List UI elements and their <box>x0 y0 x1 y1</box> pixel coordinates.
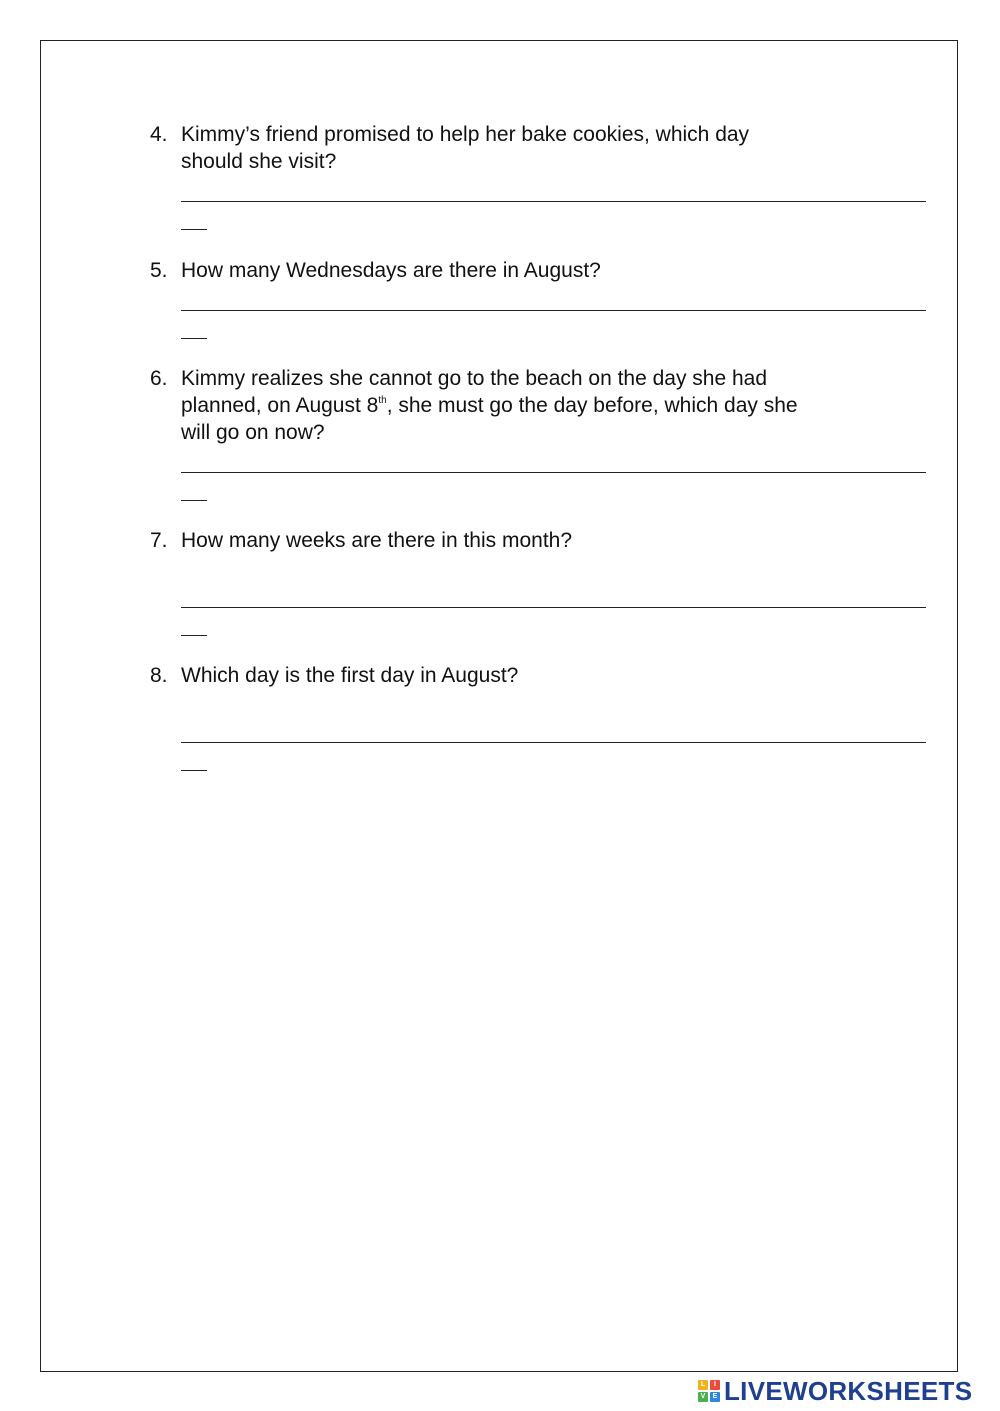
answer-line-7[interactable] <box>181 607 926 608</box>
question-text <box>181 257 901 284</box>
question-8 <box>150 662 930 689</box>
question-text <box>181 662 901 689</box>
question-line-part: planned, on August 8 <box>181 394 379 417</box>
question-line <box>181 392 901 419</box>
question-line: How many weeks are there in this month? <box>181 529 573 552</box>
question-line: Kimmy’s friend promised to help her bake cookies, which day <box>181 123 750 146</box>
question-line: Kimmy realizes she cannot go to the beach on the day she had <box>181 367 768 390</box>
answer-line-6-tail <box>181 500 207 501</box>
logo-block: V <box>698 1392 708 1402</box>
question-line: How many Wednesdays are there in August? <box>181 259 601 282</box>
question-5 <box>150 257 930 284</box>
answer-line-5-tail <box>181 338 207 339</box>
answer-line-8-tail <box>181 770 207 771</box>
question-line: Which day is the first day in August? <box>181 664 519 687</box>
question-6 <box>150 365 930 446</box>
answer-line-4-tail <box>181 229 207 230</box>
question-line: will go on now? <box>181 421 325 444</box>
question-4 <box>150 121 930 175</box>
answer-line-8[interactable] <box>181 742 926 743</box>
answer-line-6[interactable] <box>181 472 926 473</box>
question-number: 6. <box>150 367 168 390</box>
logo-block: I <box>710 1380 720 1390</box>
question-text <box>181 365 901 446</box>
question-text <box>181 121 901 175</box>
question-number: 4. <box>150 123 168 146</box>
logo-text: LIVEWORKSHEETS <box>724 1375 973 1406</box>
answer-line-7-tail <box>181 635 207 636</box>
question-line-part: , she must go the day before, which day she <box>386 394 798 417</box>
question-number: 5. <box>150 259 168 282</box>
question-text <box>181 527 901 554</box>
answer-line-4[interactable] <box>181 201 926 202</box>
liveworksheets-logo[interactable] <box>698 1376 972 1406</box>
logo-block: L <box>698 1380 708 1390</box>
question-number: 7. <box>150 529 168 552</box>
logo-block: E <box>710 1392 720 1402</box>
question-line: should she visit? <box>181 150 337 173</box>
worksheet-page <box>40 40 958 1372</box>
logo-blocks-icon <box>698 1380 720 1402</box>
question-number: 8. <box>150 664 168 687</box>
question-7 <box>150 527 930 554</box>
answer-line-5[interactable] <box>181 310 926 311</box>
ordinal-suffix: th <box>378 395 387 406</box>
